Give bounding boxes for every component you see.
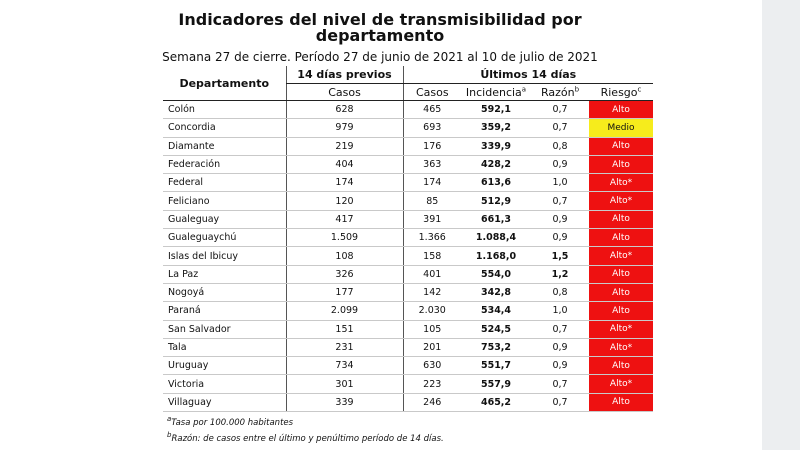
casos-cell: 630	[403, 357, 461, 375]
incidencia-cell: 551,7	[461, 357, 531, 375]
casos-cell: 693	[403, 119, 461, 137]
footnote-b: $^b$Razón: de casos entre el último y penúltimo período de 14 días.	[167, 431, 444, 444]
table-row	[163, 101, 653, 119]
casos-previos-cell: 231	[286, 338, 403, 356]
razon-cell: 0,7	[531, 192, 589, 210]
razon-cell: 1,0	[531, 174, 589, 192]
riesgo-cell: Alto*	[589, 192, 653, 210]
incidencia-cell: 339,9	[461, 137, 531, 155]
departamento-cell: Gualeguaychú	[163, 229, 286, 247]
table-row	[163, 320, 653, 338]
table-row	[163, 210, 653, 228]
table-row	[163, 393, 653, 411]
departamento-cell: Feliciano	[163, 192, 286, 210]
casos-previos-cell: 417	[286, 210, 403, 228]
incidencia-cell: 1.088,4	[461, 229, 531, 247]
footnote-a: $^a$Tasa por 100.000 habitantes	[167, 415, 294, 428]
departamento-cell: Gualeguay	[163, 210, 286, 228]
casos-cell: 246	[403, 393, 461, 411]
departamento-cell: San Salvador	[163, 320, 286, 338]
indicators-table	[163, 66, 653, 412]
incidencia-cell: 661,3	[461, 210, 531, 228]
razon-cell: 0,7	[531, 320, 589, 338]
table-row	[163, 155, 653, 173]
table-row	[163, 265, 653, 283]
riesgo-cell: Alto	[589, 302, 653, 320]
header-14-dias-previos: 14 días previos	[286, 66, 403, 84]
riesgo-cell: Alto*	[589, 247, 653, 265]
departamento-cell: La Paz	[163, 265, 286, 283]
casos-previos-cell: 2.099	[286, 302, 403, 320]
casos-previos-cell: 628	[286, 101, 403, 119]
incidencia-cell: 557,9	[461, 375, 531, 393]
header-riesgo: Riesgo$^c$	[589, 84, 653, 101]
departamento-cell: Colón	[163, 101, 286, 119]
casos-previos-cell: 120	[286, 192, 403, 210]
casos-cell: 201	[403, 338, 461, 356]
casos-previos-cell: 219	[286, 137, 403, 155]
riesgo-cell: Alto	[589, 283, 653, 301]
riesgo-cell: Alto*	[589, 320, 653, 338]
footnote-mark-a: a	[521, 84, 527, 93]
razon-cell: 0,9	[531, 210, 589, 228]
incidencia-cell: 465,2	[461, 393, 531, 411]
razon-cell: 0,7	[531, 375, 589, 393]
casos-cell: 85	[403, 192, 461, 210]
table-row	[163, 229, 653, 247]
casos-cell: 2.030	[403, 302, 461, 320]
riesgo-cell: Alto*	[589, 174, 653, 192]
riesgo-cell: Alto	[589, 357, 653, 375]
departamento-cell: Concordia	[163, 119, 286, 137]
riesgo-cell: Alto	[589, 137, 653, 155]
footnote-mark-c: c	[637, 84, 642, 93]
casos-previos-cell: 339	[286, 393, 403, 411]
incidencia-cell: 534,4	[461, 302, 531, 320]
razon-cell: 0,9	[531, 155, 589, 173]
razon-cell: 0,8	[531, 137, 589, 155]
incidencia-cell: 613,6	[461, 174, 531, 192]
casos-cell: 142	[403, 283, 461, 301]
casos-previos-cell: 1.509	[286, 229, 403, 247]
casos-previos-cell: 979	[286, 119, 403, 137]
header-casos: Casos	[403, 84, 461, 101]
incidencia-cell: 342,8	[461, 283, 531, 301]
table-row	[163, 338, 653, 356]
casos-previos-cell: 177	[286, 283, 403, 301]
razon-cell: 0,8	[531, 283, 589, 301]
casos-cell: 401	[403, 265, 461, 283]
razon-cell: 0,9	[531, 229, 589, 247]
report-subtitle: Semana 27 de cierre. Período 27 de junio de 2021 al 10 de julio de 2021	[162, 50, 598, 64]
incidencia-cell: 1.168,0	[461, 247, 531, 265]
casos-cell: 158	[403, 247, 461, 265]
departamento-cell: Uruguay	[163, 357, 286, 375]
departamento-cell: Federal	[163, 174, 286, 192]
razon-cell: 1,5	[531, 247, 589, 265]
incidencia-cell: 753,2	[461, 338, 531, 356]
departamento-cell: Victoria	[163, 375, 286, 393]
casos-previos-cell: 151	[286, 320, 403, 338]
casos-cell: 391	[403, 210, 461, 228]
departamento-cell: Federación	[163, 155, 286, 173]
casos-cell: 105	[403, 320, 461, 338]
table-row	[163, 174, 653, 192]
riesgo-cell: Alto	[589, 101, 653, 119]
departamento-cell: Diamante	[163, 137, 286, 155]
incidencia-cell: 359,2	[461, 119, 531, 137]
razon-cell: 1,0	[531, 302, 589, 320]
table-row	[163, 357, 653, 375]
casos-cell: 176	[403, 137, 461, 155]
casos-previos-cell: 326	[286, 265, 403, 283]
riesgo-cell: Alto	[589, 393, 653, 411]
header-casos-previos: Casos	[286, 84, 403, 101]
table-row	[163, 302, 653, 320]
table-row	[163, 283, 653, 301]
table-body	[163, 101, 653, 412]
header-razon: Razón$^b$	[531, 84, 589, 101]
departamento-cell: Islas del Ibicuy	[163, 247, 286, 265]
table-row	[163, 247, 653, 265]
report-title: Indicadores del nivel de transmisibilidad por departamento	[178, 10, 582, 45]
razon-cell: 0,9	[531, 357, 589, 375]
razon-cell: 0,7	[531, 393, 589, 411]
casos-cell: 1.366	[403, 229, 461, 247]
table-row	[163, 375, 653, 393]
incidencia-cell: 512,9	[461, 192, 531, 210]
casos-cell: 465	[403, 101, 461, 119]
header-ultimos-14-dias: Últimos 14 días	[403, 66, 653, 84]
casos-previos-cell: 174	[286, 174, 403, 192]
departamento-cell: Nogoyá	[163, 283, 286, 301]
departamento-cell: Tala	[163, 338, 286, 356]
table-row	[163, 119, 653, 137]
incidencia-cell: 524,5	[461, 320, 531, 338]
riesgo-cell: Alto	[589, 155, 653, 173]
casos-cell: 223	[403, 375, 461, 393]
departamento-cell: Villaguay	[163, 393, 286, 411]
incidencia-cell: 592,1	[461, 101, 531, 119]
casos-previos-cell: 301	[286, 375, 403, 393]
casos-previos-cell: 734	[286, 357, 403, 375]
riesgo-cell: Alto	[589, 265, 653, 283]
footnote-mark-b: b	[574, 84, 580, 93]
riesgo-cell: Medio	[589, 119, 653, 137]
razon-cell: 0,7	[531, 101, 589, 119]
razon-cell: 1,2	[531, 265, 589, 283]
table-row	[163, 192, 653, 210]
header-departamento: Departamento	[163, 66, 286, 101]
riesgo-cell: Alto	[589, 229, 653, 247]
riesgo-cell: Alto	[589, 210, 653, 228]
casos-cell: 174	[403, 174, 461, 192]
razon-cell: 0,7	[531, 119, 589, 137]
incidencia-cell: 428,2	[461, 155, 531, 173]
casos-cell: 363	[403, 155, 461, 173]
casos-previos-cell: 108	[286, 247, 403, 265]
table-row	[163, 137, 653, 155]
razon-cell: 0,9	[531, 338, 589, 356]
riesgo-cell: Alto*	[589, 338, 653, 356]
casos-previos-cell: 404	[286, 155, 403, 173]
departamento-cell: Paraná	[163, 302, 286, 320]
incidencia-cell: 554,0	[461, 265, 531, 283]
header-incidencia: Incidencia$^a$	[461, 84, 531, 101]
riesgo-cell: Alto*	[589, 375, 653, 393]
